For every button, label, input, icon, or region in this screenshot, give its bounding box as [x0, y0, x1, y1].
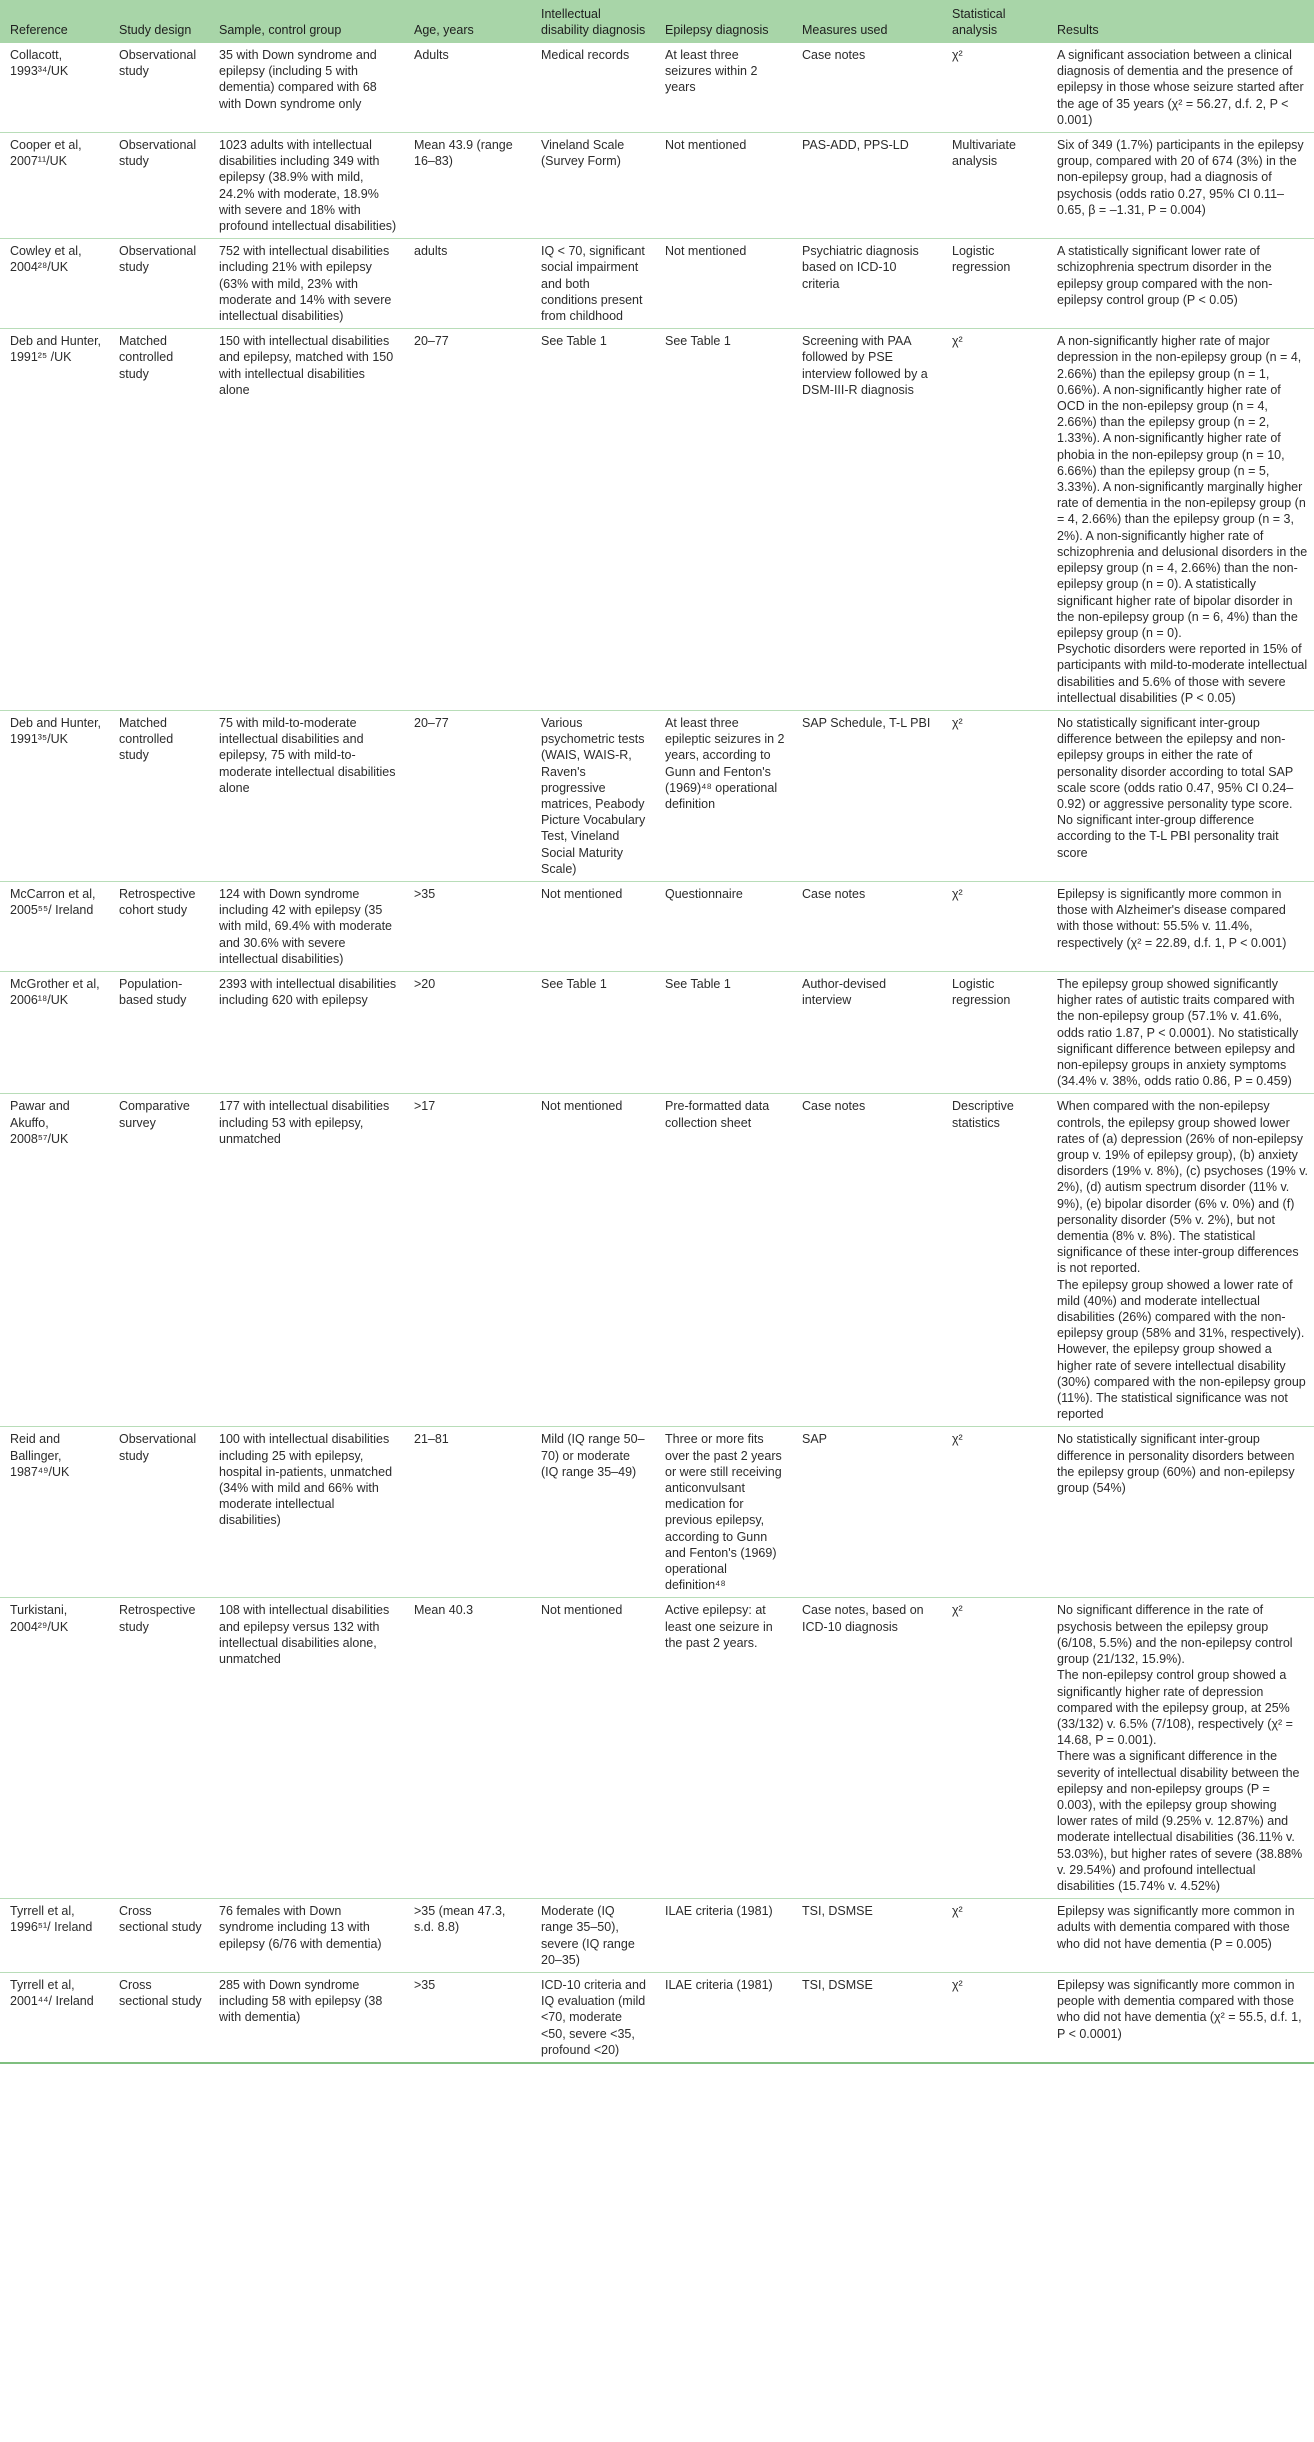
cell-age: 20–77: [404, 710, 531, 881]
table-row: [0, 1094, 1314, 1427]
cell-reference: Deb and Hunter, 1991²⁵ /UK: [0, 329, 109, 711]
cell-results: [1047, 1899, 1314, 1973]
col-measures-header: Measures used: [802, 23, 888, 37]
results-paragraph: Six of 349 (1.7%) participants in the epilepsy group, compared with 20 of 674 (3%) in the non-epilepsy group, had a diagnosis of psychosis (odds ratio 0.27, 95% CI 0.11–0.65, β = –1.31, P = 0.004): [1057, 138, 1304, 217]
results-paragraph: A significant association between a clinical diagnosis of dementia and the presence of epilepsy in those whose seizure started after the age of 35 years (χ² = 56.27, d.f. 2, P < 0.001): [1057, 48, 1304, 127]
results-paragraph: Epilepsy is significantly more common in those with Alzheimer's disease compared with those without: 55.5% v. 11.4%, respectively (χ² = 22.89, d.f. 1, P < 0.001): [1057, 886, 1287, 950]
table-row: [0, 710, 1314, 881]
col-age-header: Age, years: [414, 23, 474, 37]
cell-statistical-analysis: χ²: [942, 1598, 1047, 1899]
cell-measures: PAS-ADD, PPS-LD: [792, 133, 942, 239]
col-reference-header: Reference: [10, 23, 68, 37]
cell-age: >35: [404, 1972, 531, 2063]
cell-statistical-analysis: χ²: [942, 881, 1047, 971]
cell-measures: Screening with PAA followed by PSE interview followed by a DSM-III-R diagnosis: [792, 329, 942, 711]
cell-age: >35: [404, 881, 531, 971]
cell-study-design: Retrospective cohort study: [109, 881, 209, 971]
table-row: [0, 329, 1314, 711]
cell-age: adults: [404, 239, 531, 329]
cell-results: [1047, 881, 1314, 971]
cell-epilepsy-diagnosis: See Table 1: [655, 971, 792, 1093]
cell-reference: Collacott, 1993³⁴/UK: [0, 43, 109, 133]
table-row: [0, 1598, 1314, 1899]
cell-study-design: Observational study: [109, 43, 209, 133]
cell-id-diagnosis: Various psychometric tests (WAIS, WAIS-R, Raven's progressive matrices, Peabody Picture Vocabulary Test, Vineland Social Maturity Scale): [531, 710, 655, 881]
cell-age: 21–81: [404, 1427, 531, 1598]
cell-statistical-analysis: χ²: [942, 1899, 1047, 1973]
results-paragraph: No statistically significant inter-group difference in personality disorders between the epilepsy group (60%) and non-epilepsy group (54%): [1057, 1432, 1295, 1496]
cell-statistical-analysis: χ²: [942, 43, 1047, 133]
cell-statistical-analysis: χ²: [942, 710, 1047, 881]
cell-study-design: Matched controlled study: [109, 710, 209, 881]
cell-results: [1047, 1598, 1314, 1899]
cell-reference: Cowley et al, 2004²⁸/UK: [0, 239, 109, 329]
cell-measures: TSI, DSMSE: [792, 1899, 942, 1973]
cell-reference: Reid and Ballinger, 1987⁴⁹/UK: [0, 1427, 109, 1598]
cell-id-diagnosis: Medical records: [531, 43, 655, 133]
cell-age: >17: [404, 1094, 531, 1427]
cell-sample: 100 with intellectual disabilities including 25 with epilepsy, hospital in-patients, unmatched (34% with mild and 66% with moderate intellectual disabilities): [209, 1427, 404, 1598]
table-row: [0, 881, 1314, 971]
cell-id-diagnosis: Not mentioned: [531, 1598, 655, 1899]
results-paragraph: The epilepsy group showed a lower rate of mild (40%) and moderate intellectual disabilities (26%) compared with the non-epilepsy group (58% and 31%, respectively). However, the epilepsy group showed a higher rate of severe intellectual disability (30%) compared with the non-epilepsy group (11%). The statistical significance was not reported: [1057, 1277, 1306, 1422]
cell-statistical-analysis: χ²: [942, 1972, 1047, 2063]
cell-measures: Author-devised interview: [792, 971, 942, 1093]
cell-results: [1047, 329, 1314, 711]
cell-measures: Case notes: [792, 1094, 942, 1427]
cell-id-diagnosis: Not mentioned: [531, 881, 655, 971]
cell-id-diagnosis: IQ < 70, significant social impairment and both conditions present from childhood: [531, 239, 655, 329]
col-sample-header: Sample, control group: [219, 23, 342, 37]
table-row: [0, 1899, 1314, 1973]
cell-statistical-analysis: Descriptive statistics: [942, 1094, 1047, 1427]
cell-epilepsy-diagnosis: Pre-formatted data collection sheet: [655, 1094, 792, 1427]
cell-results: [1047, 239, 1314, 329]
cell-measures: SAP Schedule, T-L PBI: [792, 710, 942, 881]
cell-id-diagnosis: Mild (IQ range 50–70) or moderate (IQ range 35–49): [531, 1427, 655, 1598]
cell-sample: 150 with intellectual disabilities and epilepsy, matched with 150 with intellectual disabilities alone: [209, 329, 404, 711]
cell-age: Mean 40.3: [404, 1598, 531, 1899]
cell-study-design: Matched controlled study: [109, 329, 209, 711]
col-statistical-analysis-header: Statistical analysis: [952, 7, 1006, 37]
cell-epilepsy-diagnosis: ILAE criteria (1981): [655, 1972, 792, 2063]
results-paragraph: A non-significantly higher rate of major depression in the non-epilepsy group (n = 4, 2.66%) than the epilepsy group (n = 1, 0.66%). A non-significantly higher rate of OCD in the non-epilepsy group (n = 4, 2.66%) than the epilepsy group (n = 2, 1.33%). A non-significantly higher rate of phobia in the non-epilepsy group (n = 10, 6.66%) than the epilepsy group (n = 5, 3.33%). A non-significantly marginally higher rate of dementia in the non-epilepsy group (n = 4, 2.66%) than the epilepsy group (n = 3, 2%). A non-significantly higher rate of schizophrenia and delusional disorders in the epilepsy group (n = 4, 2.66%) than the non-epilepsy group (n = 0). A statistically significant higher rate of bipolar disorder in the non-epilepsy group (n = 6, 4%) than the epilepsy group (n = 0).: [1057, 334, 1308, 640]
cell-statistical-analysis: Multivariate analysis: [942, 133, 1047, 239]
cell-reference: McGrother et al, 2006¹⁸/UK: [0, 971, 109, 1093]
results-paragraph: When compared with the non-epilepsy controls, the epilepsy group showed lower rates of (a) depression (26% of non-epilepsy group v. 19% of epilepsy group), (b) anxiety disorders (19% v. 8%), (c) psychoses (19% v. 2%), (d) autism spectrum disorder (11% v. 9%), (e) bipolar disorder (6% v. 0%) and (f) personality disorder (5% v. 2%), but not dementia (8% v. 8%). The statistical significance of these inter-group differences is not reported.: [1057, 1099, 1309, 1276]
cell-sample: 108 with intellectual disabilities and epilepsy versus 132 with intellectual disabilities alone, unmatched: [209, 1598, 404, 1899]
results-paragraph: Epilepsy was significantly more common in people with dementia compared with those who did not have dementia (χ² = 55.5, d.f. 1, P < 0.0001): [1057, 1977, 1302, 2041]
cell-epilepsy-diagnosis: Not mentioned: [655, 239, 792, 329]
cell-epilepsy-diagnosis: Not mentioned: [655, 133, 792, 239]
cell-study-design: Population-based study: [109, 971, 209, 1093]
results-paragraph: No statistically significant inter-group difference between the epilepsy and non-epilepsy groups in either the rate of personality disorder according to total SAP scale score (odds ratio 0.47, 95% CI 0.24–0.92) or aggressive personality type score. No significant inter-group difference according to the T-L PBI personality trait score: [1057, 715, 1294, 860]
cell-measures: Case notes: [792, 881, 942, 971]
cell-study-design: Observational study: [109, 133, 209, 239]
cell-sample: 76 females with Down syndrome including 13 with epilepsy (6/76 with dementia): [209, 1899, 404, 1973]
cell-sample: 177 with intellectual disabilities including 53 with epilepsy, unmatched: [209, 1094, 404, 1427]
results-paragraph: The epilepsy group showed significantly higher rates of autistic traits compared with the non-epilepsy group (57.1% v. 41.6%, odds ratio 1.87, P < 0.0001). No statistically significant difference between epilepsy and non-epilepsy groups in anxiety symptoms (34.4% v. 38%, odds ratio 0.86, P = 0.459): [1057, 976, 1299, 1089]
col-study-design-header: Study design: [119, 23, 192, 37]
results-paragraph: The non-epilepsy control group showed a significantly higher rate of depression compared with the epilepsy group, at 25% (33/132) v. 6.5% (7/108), respectively (χ² = 14.68, P = 0.001).: [1057, 1668, 1293, 1748]
col-results-header: Results: [1057, 23, 1099, 37]
cell-study-design: Cross sectional study: [109, 1972, 209, 2063]
cell-statistical-analysis: Logistic regression: [942, 971, 1047, 1093]
cell-measures: Case notes, based on ICD-10 diagnosis: [792, 1598, 942, 1899]
col-id-diagnosis-header: Intellectual disability diagnosis: [541, 7, 646, 37]
cell-results: [1047, 710, 1314, 881]
cell-epilepsy-diagnosis: ILAE criteria (1981): [655, 1899, 792, 1973]
cell-sample: 124 with Down syndrome including 42 with epilepsy (35 with mild, 69.4% with moderate and 30.6% with severe intellectual disabilities): [209, 881, 404, 971]
cell-reference: Cooper et al, 2007¹¹/UK: [0, 133, 109, 239]
cell-id-diagnosis: ICD-10 criteria and IQ evaluation (mild <70, moderate <50, severe <35, profound <20): [531, 1972, 655, 2063]
cell-age: Adults: [404, 43, 531, 133]
cell-reference: Turkistani, 2004²⁹/UK: [0, 1598, 109, 1899]
cell-sample: 752 with intellectual disabilities including 21% with epilepsy (63% with mild, 23% with moderate and 14% with severe intellectual disabilities): [209, 239, 404, 329]
cell-id-diagnosis: See Table 1: [531, 329, 655, 711]
table-row: [0, 43, 1314, 133]
cell-epilepsy-diagnosis: At least three seizures within 2 years: [655, 43, 792, 133]
cell-id-diagnosis: Not mentioned: [531, 1094, 655, 1427]
col-epilepsy-diagnosis-header: Epilepsy diagnosis: [665, 23, 769, 37]
results-paragraph: No significant difference in the rate of psychosis between the epilepsy group (6/108, 5.5%) and the non-epilepsy control group (21/132, 15.9%).: [1057, 1603, 1293, 1667]
cell-results: [1047, 133, 1314, 239]
results-paragraph: There was a significant difference in the severity of intellectual disability between the epilepsy and non-epilepsy groups (P = 0.003), with the epilepsy group showing lower rates of mild (9.25% v. 12.87%) and moderate intellectual disabilities (36.11% v. 53.03%), but higher rates of severe (38.88% v. 29.54%) and profound intellectual disabilities (15.74% v. 4.52%): [1057, 1749, 1303, 1893]
cell-study-design: Retrospective study: [109, 1598, 209, 1899]
results-paragraph: Epilepsy was significantly more common in adults with dementia compared with those who did not have dementia (P = 0.005): [1057, 1904, 1295, 1951]
cell-sample: 75 with mild-to-moderate intellectual disabilities and epilepsy, 75 with mild-to-moderate intellectual disabilities alone: [209, 710, 404, 881]
cell-id-diagnosis: Vineland Scale (Survey Form): [531, 133, 655, 239]
table-row: [0, 133, 1314, 239]
cell-statistical-analysis: Logistic regression: [942, 239, 1047, 329]
cell-sample: 35 with Down syndrome and epilepsy (including 5 with dementia) compared with 68 with Down syndrome only: [209, 43, 404, 133]
cell-sample: 1023 adults with intellectual disabilities including 349 with epilepsy (38.9% with mild, 24.2% with moderate, 18.9% with severe and 18% with profound intellectual disabilities): [209, 133, 404, 239]
cell-statistical-analysis: χ²: [942, 1427, 1047, 1598]
cell-measures: Case notes: [792, 43, 942, 133]
cell-reference: Tyrrell et al, 2001⁴⁴/ Ireland: [0, 1972, 109, 2063]
table-row: [0, 971, 1314, 1093]
cell-reference: McCarron et al, 2005⁵⁵/ Ireland: [0, 881, 109, 971]
cell-results: [1047, 1094, 1314, 1427]
cell-epilepsy-diagnosis: See Table 1: [655, 329, 792, 711]
cell-epilepsy-diagnosis: At least three epileptic seizures in 2 years, according to Gunn and Fenton's (1969)⁴⁸ operational definition: [655, 710, 792, 881]
cell-statistical-analysis: χ²: [942, 329, 1047, 711]
cell-measures: Psychiatric diagnosis based on ICD-10 criteria: [792, 239, 942, 329]
cell-results: [1047, 43, 1314, 133]
cell-age: >20: [404, 971, 531, 1093]
cell-measures: TSI, DSMSE: [792, 1972, 942, 2063]
table-row: [0, 1972, 1314, 2063]
cell-measures: SAP: [792, 1427, 942, 1598]
cell-id-diagnosis: Moderate (IQ range 35–50), severe (IQ range 20–35): [531, 1899, 655, 1973]
cell-sample: 285 with Down syndrome including 58 with epilepsy (38 with dementia): [209, 1972, 404, 2063]
cell-study-design: Observational study: [109, 239, 209, 329]
cell-epilepsy-diagnosis: Questionnaire: [655, 881, 792, 971]
table-row: [0, 1427, 1314, 1598]
results-paragraph: A statistically significant lower rate of schizophrenia spectrum disorder in the epilepsy group compared with the non-epilepsy control group (P < 0.05): [1057, 244, 1273, 307]
cell-id-diagnosis: See Table 1: [531, 971, 655, 1093]
results-paragraph: Psychotic disorders were reported in 15% of participants with mild-to-moderate intellectual disabilities and 5.6% of those with severe intellectual disabilities (P < 0.05): [1057, 642, 1308, 705]
cell-epilepsy-diagnosis: Three or more fits over the past 2 years or were still receiving anticonvulsant medication for previous epilepsy, according to Gunn and Fenton's (1969) operational definition⁴⁸: [655, 1427, 792, 1598]
cell-study-design: Observational study: [109, 1427, 209, 1598]
header-row: [0, 0, 1314, 43]
table-row: [0, 239, 1314, 329]
cell-reference: Tyrrell et al, 1996⁵¹/ Ireland: [0, 1899, 109, 1973]
cell-age: >35 (mean 47.3, s.d. 8.8): [404, 1899, 531, 1973]
cell-results: [1047, 1427, 1314, 1598]
cell-reference: Pawar and Akuffo, 2008⁵⁷/UK: [0, 1094, 109, 1427]
cell-age: Mean 43.9 (range 16–83): [404, 133, 531, 239]
cell-results: [1047, 1972, 1314, 2063]
cell-study-design: Cross sectional study: [109, 1899, 209, 1973]
cell-epilepsy-diagnosis: Active epilepsy: at least one seizure in the past 2 years.: [655, 1598, 792, 1899]
cell-reference: Deb and Hunter, 1991³⁵/UK: [0, 710, 109, 881]
cell-age: 20–77: [404, 329, 531, 711]
cell-study-design: Comparative survey: [109, 1094, 209, 1427]
table-body: [0, 43, 1314, 2063]
cell-results: [1047, 971, 1314, 1093]
cell-sample: 2393 with intellectual disabilities including 620 with epilepsy: [209, 971, 404, 1093]
